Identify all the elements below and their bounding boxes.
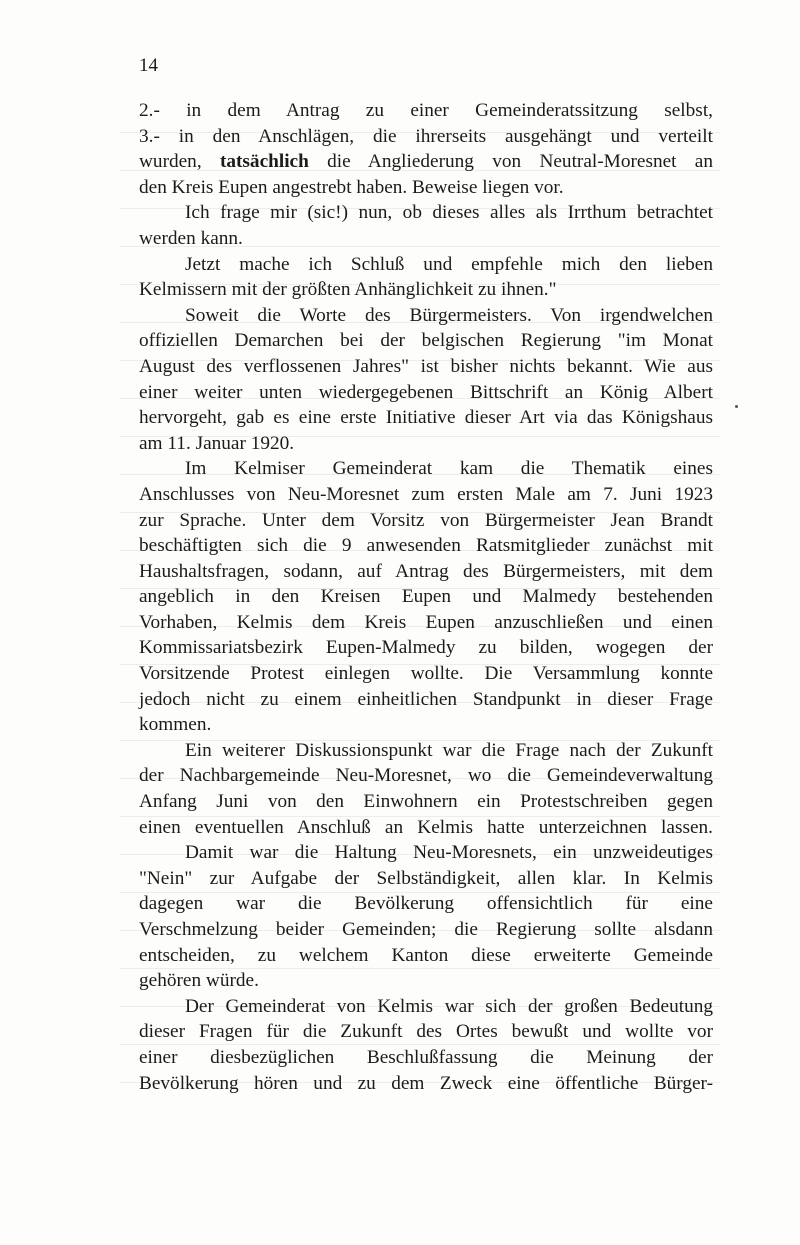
text-line: Bevölkerung hören und zu dem Zweck eine öffentliche Bürger- (139, 1072, 713, 1094)
paper-speck (735, 405, 738, 408)
text-line: jedoch nicht zu einem einheitlichen Standpunkt in dieser Frage (139, 688, 713, 710)
text-line: dieser Fragen für die Zukunft des Ortes bewußt und wollte vor (139, 1021, 713, 1043)
text-line: der Nachbargemeinde Neu-Moresnet, wo die Gemeindeverwaltung (139, 765, 713, 787)
text-line: einer diesbezüglichen Beschlußfassung die Meinung der (139, 1046, 713, 1068)
text-span: wurden, (139, 151, 220, 173)
paragraph-start: Der Gemeinderat von Kelmis war sich der großen Bedeutung (185, 995, 713, 1017)
text-line: Anfang Juni von den Einwohnern ein Protestschreiben gegen (139, 791, 713, 813)
text-line: gehören würde. (139, 970, 259, 992)
page-number: 14 (139, 55, 158, 76)
paragraph-start: Im Kelmiser Gemeinderat kam die Thematik eines (185, 458, 713, 480)
text-line: kommen. (139, 714, 212, 736)
emphasis-text: tatsächlich (219, 151, 309, 173)
text-line (139, 149, 713, 175)
text-line: entscheiden, zu welchem Kanton diese erweiterte Gemeinde (139, 944, 713, 966)
body-text (139, 98, 713, 1096)
text-line: 2.- in dem Antrag zu einer Gemeinderatssitzung selbst, (139, 100, 713, 121)
text-line: Kommissariatsbezirk Eupen-Malmedy zu bilden, wogegen der (139, 637, 713, 659)
text-line: einen eventuellen Anschluß an Kelmis hatte unterzeichnen lassen. (139, 816, 713, 838)
text-line: 3.- in den Anschlägen, die ihrerseits ausgehängt und verteilt (139, 125, 713, 147)
text-line: beschäftigten sich die 9 anwesenden Ratsmitglieder zunächst mit (139, 535, 713, 557)
paragraph-start: Jetzt mache ich Schluß und empfehle mich den lieben (185, 253, 713, 275)
text-span: die Angliederung von Neutral-Moresnet an (308, 151, 713, 173)
text-line: offiziellen Demarchen bei der belgischen Regierung "im Monat (139, 330, 713, 352)
paragraph-start: Ich frage mir (sic!) nun, ob dieses alles als Irrthum betrachtet (185, 202, 713, 224)
text-line: Anschlusses von Neu-Moresnet zum ersten Male am 7. Juni 1923 (139, 483, 713, 505)
paragraph-start: Soweit die Worte des Bürgermeisters. Von irgendwelchen (185, 304, 713, 326)
text-line: angeblich in den Kreisen Eupen und Malmedy bestehenden (139, 586, 713, 608)
text-line: Verschmelzung beider Gemeinden; die Regierung sollte alsdann (139, 919, 713, 940)
paragraph-start: Damit war die Haltung Neu-Moresnets, ein unzweideutiges (185, 842, 713, 864)
text-line: "Nein" zur Aufgabe der Selbständigkeit, allen klar. In Kelmis (139, 867, 713, 889)
paragraph-start: Ein weiterer Diskussionspunkt war die Frage nach der Zukunft (185, 739, 713, 761)
text-line: hervorgeht, gab es eine erste Initiative dieser Art via das Königshaus (139, 407, 713, 429)
text-line: am 11. Januar 1920. (139, 432, 295, 454)
text-line: dagegen war die Bevölkerung offensichtlich für eine (139, 893, 713, 915)
text-line: einer weiter unten wiedergegebenen Bittschrift an König Albert (139, 381, 713, 403)
text-line: werden kann. (139, 227, 243, 249)
text-line: zur Sprache. Unter dem Vorsitz von Bürgermeister Jean Brandt (139, 509, 713, 531)
text-line: Haushaltsfragen, sodann, auf Antrag des Bürgermeisters, mit dem (139, 560, 713, 582)
text-line: den Kreis Eupen angestrebt haben. Beweise liegen vor. (139, 176, 564, 198)
text-line: Vorhaben, Kelmis dem Kreis Eupen anzuschließen und einen (139, 611, 713, 633)
text-line: Kelmissern mit der größten Anhänglichkeit zu ihnen." (139, 279, 557, 301)
text-line: August des verflossenen Jahres" ist bisher nichts bekannt. Wie aus (139, 355, 713, 377)
text-line: Vorsitzende Protest einlegen wollte. Die Versammlung konnte (139, 663, 713, 685)
